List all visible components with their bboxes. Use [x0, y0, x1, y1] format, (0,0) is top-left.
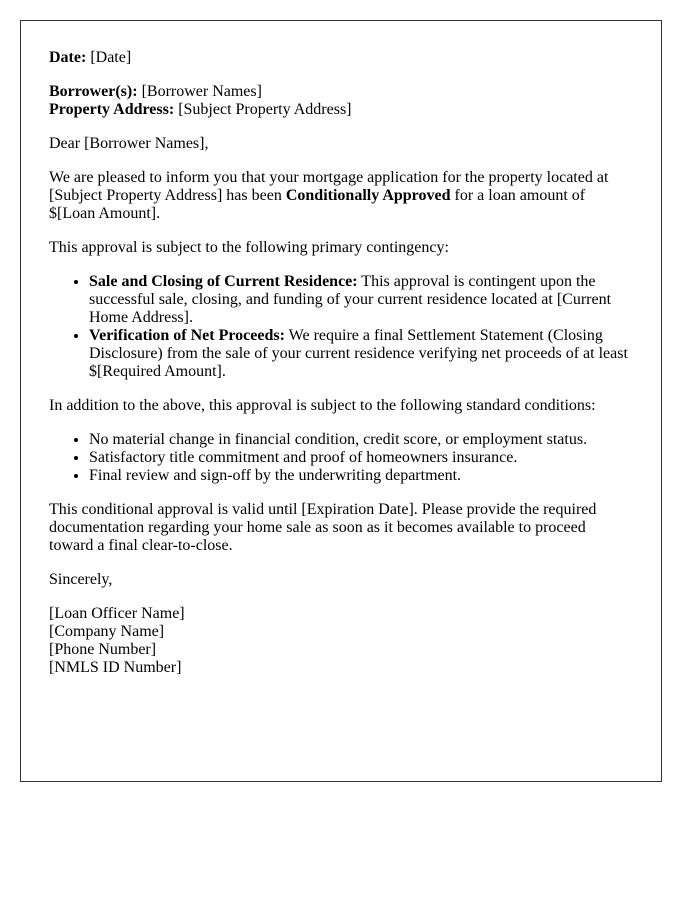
borrower-label: Borrower(s): — [49, 83, 138, 100]
contingency-text: This approval is contingent upon the successful sale, closing, and funding of your current residence located at [Current Home Address]. — [89, 273, 612, 326]
date-line — [49, 49, 633, 67]
list-item — [89, 273, 633, 327]
date-value: [Date] — [90, 49, 132, 66]
standard-conditions-list — [49, 431, 633, 485]
salutation: Dear [Borrower Names], — [49, 135, 209, 152]
intro-paragraph — [49, 169, 633, 223]
nmls-id: [NMLS ID Number] — [49, 659, 182, 676]
intro-text-before: We are pleased to inform you that your mortgage application for the property located at [Subject Property Address] has been — [49, 169, 609, 204]
date-label: Date: — [49, 49, 87, 66]
borrower-line — [49, 83, 633, 101]
property-label: Property Address: — [49, 101, 175, 118]
borrower-value: [Borrower Names] — [141, 83, 262, 100]
approval-letter — [20, 20, 662, 782]
closing: Sincerely, — [49, 571, 113, 588]
validity-paragraph: This conditional approval is valid until [Expiration Date]. Please provide the required documentation regarding your home sale as soon as it becomes available to proceed toward a final clear-to-close. — [49, 501, 597, 554]
property-value: [Subject Property Address] — [178, 101, 352, 118]
standard-conditions-heading: In addition to the above, this approval is subject to the following standard conditions: — [49, 397, 596, 414]
intro-text-after: for a loan amount of $[Loan Amount]. — [49, 187, 586, 222]
contingency-title: Sale and Closing of Current Residence: — [89, 273, 358, 290]
company-name: [Company Name] — [49, 623, 165, 640]
signature-block — [49, 605, 633, 677]
list-item: • No material change in financial condition, credit score, or employment status. — [89, 431, 633, 449]
borrower-block — [49, 83, 633, 119]
contingency-title: Verification of Net Proceeds: — [89, 327, 285, 344]
loan-officer-name: [Loan Officer Name] — [49, 605, 185, 622]
list-item — [89, 327, 633, 381]
primary-contingency-heading: This approval is subject to the following primary contingency: — [49, 239, 449, 256]
primary-contingency-list — [49, 273, 633, 381]
list-item: • Satisfactory title commitment and proof of homeowners insurance. — [89, 449, 633, 467]
phone-number: [Phone Number] — [49, 641, 157, 658]
property-line — [49, 101, 633, 119]
list-item: • Final review and sign-off by the underwriting department. — [89, 467, 633, 485]
approval-status: Conditionally Approved — [285, 187, 451, 204]
contingency-text: We require a final Settlement Statement (Closing Disclosure) from the sale of your current residence verifying net proceeds of at least $[Required Amount]. — [89, 327, 628, 380]
